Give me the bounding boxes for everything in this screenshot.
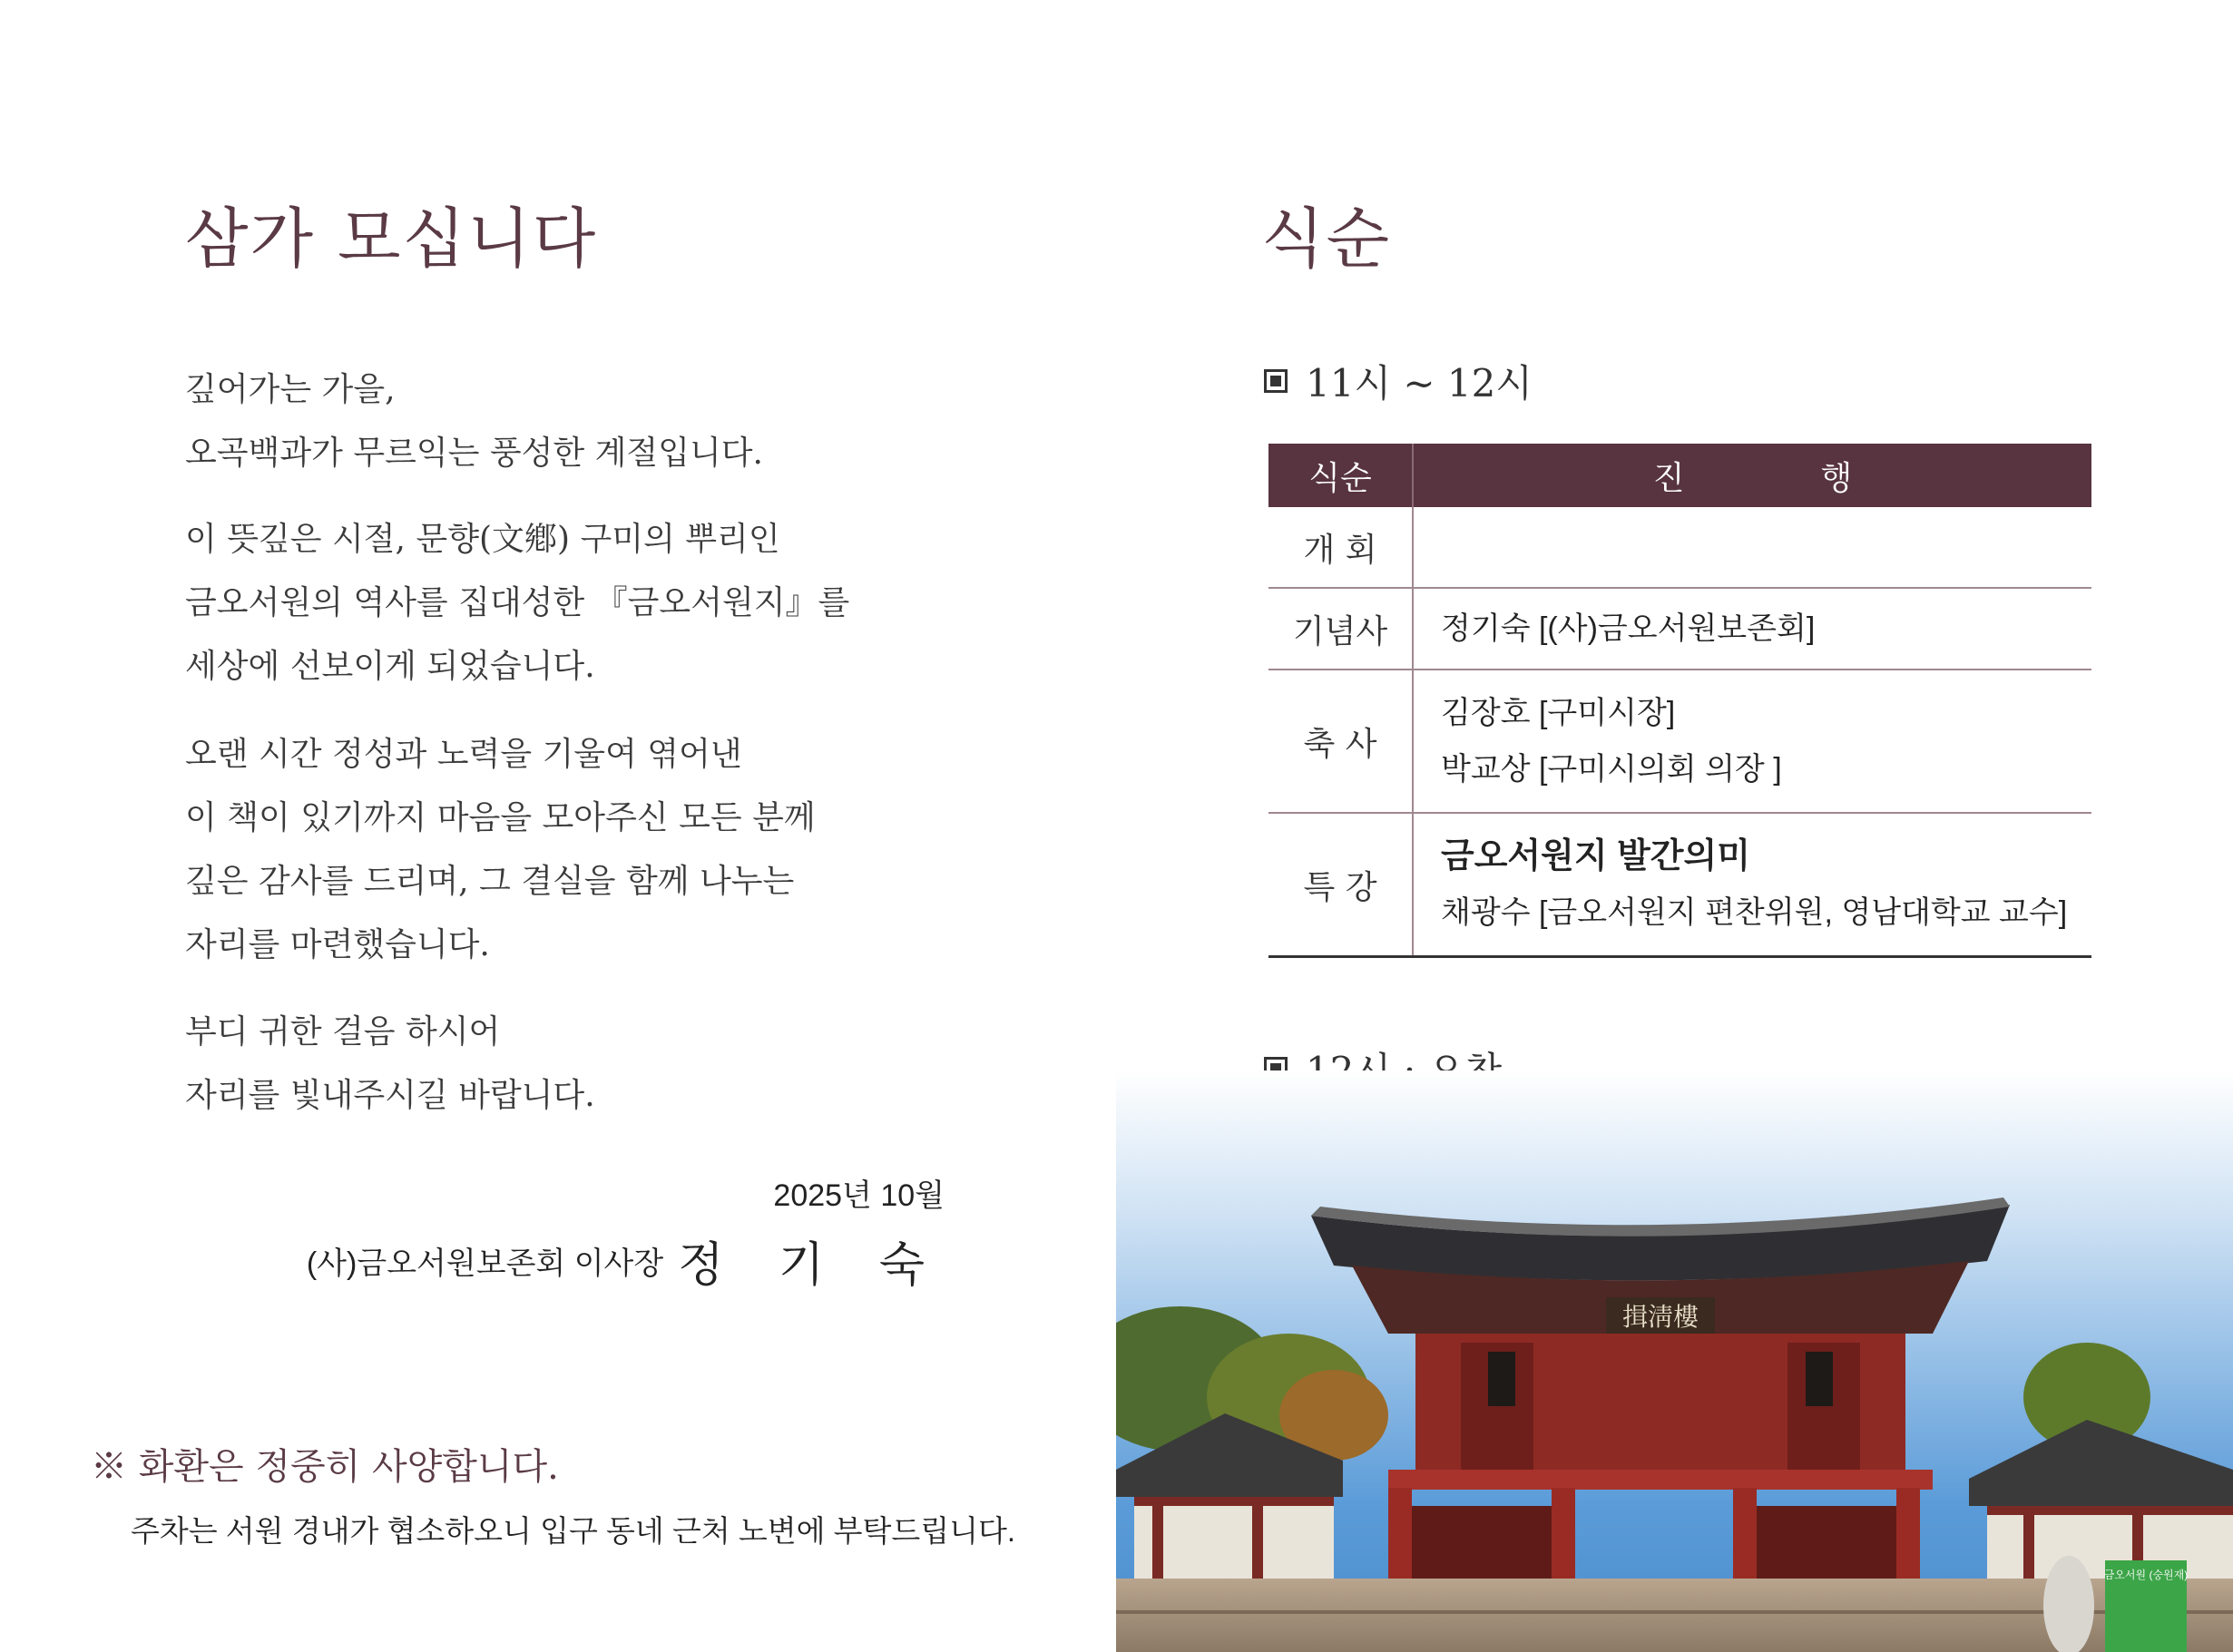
time-heading-1 [1264,354,1533,408]
row-label: 축 사 [1268,670,1414,812]
invitation-title: 삼가 모십니다 [185,200,598,277]
text-line: 세상에 선보이게 되었습니다. [185,648,595,685]
row-label: 개 회 [1268,507,1414,587]
paragraph-2 [185,508,849,699]
time-label: 11시 ~ 12시 [1306,361,1533,406]
invitation-date: 2025년 10월 [773,1178,945,1213]
row-content [1414,814,2091,955]
table-row [1268,589,2091,670]
table-header [1268,444,2091,507]
row-line: 김장호 [구미시장] [1441,696,1676,730]
table-row [1268,814,2091,958]
text-line: 오곡백과가 무르익는 풍성한 계절입니다. [185,435,763,472]
program-table [1268,444,2091,958]
text-line: 깊어가는 가을, [185,371,396,408]
paragraph-3 [185,723,816,977]
text-line: 자리를 마련했습니다. [185,926,490,963]
text-line: 금오서원의 역사를 집대성한 『금오서원지』를 [185,584,850,621]
header-progress: 진 행 [1652,458,1916,496]
row-line: 박교상 [구미시의회 의장 ] [1441,752,1782,787]
row-label: 특 강 [1268,814,1414,955]
paragraph-4 [185,1001,595,1128]
lecture-title: 금오서원지 발간의미 [1441,837,1750,875]
square-bullet-icon [1264,369,1288,393]
program-title: 식순 [1261,200,1392,277]
signer-name: 정 기 숙 [678,1238,945,1293]
text-line: 자리를 빛내주시길 바랍니다. [185,1077,595,1114]
header-order: 식순 [1268,444,1414,507]
table-row [1268,670,2091,814]
table-row [1268,507,2091,589]
signer-organization: (사)금오서원보존회 이사장 [306,1246,664,1281]
row-content [1414,507,2091,587]
paragraph-1 [185,358,763,485]
row-line: 정기숙 [(사)금오서원보존회] [1441,611,1816,646]
text-line: 이 뜻깊은 시절, 문향(文鄕) 구미의 뿌리인 [185,521,780,558]
signature [307,1227,945,1295]
row-line: 채광수 [금오서원지 편찬위원, 영남대학교 교수] [1441,895,2068,930]
seowon-photo [1116,1070,2233,1652]
seowon-photo-illustration [1116,1070,2233,1652]
text-line: 깊은 감사를 드리며, 그 결실을 함께 나누는 [185,863,795,900]
signboard-text: 揖淸樓 [1621,1302,1699,1332]
text-line: 오랜 시간 정성과 노력을 기울여 엮어낸 [185,736,742,773]
row-content [1414,589,2091,669]
text-line: 이 책이 있기까지 마음을 모아주신 모든 분께 [185,799,816,836]
row-label: 기념사 [1268,589,1414,669]
text-line: 부디 귀한 걸음 하시어 [185,1013,501,1051]
wreath-notice: ※ 화환은 정중히 사양합니다. [91,1446,559,1488]
parking-notice: 주차는 서원 경내가 협소하오니 입구 동네 근처 노변에 부탁드립니다. [131,1514,1016,1548]
row-content [1414,670,2091,812]
green-sign-text: 금오서원 (숭원재) [2103,1569,2189,1581]
